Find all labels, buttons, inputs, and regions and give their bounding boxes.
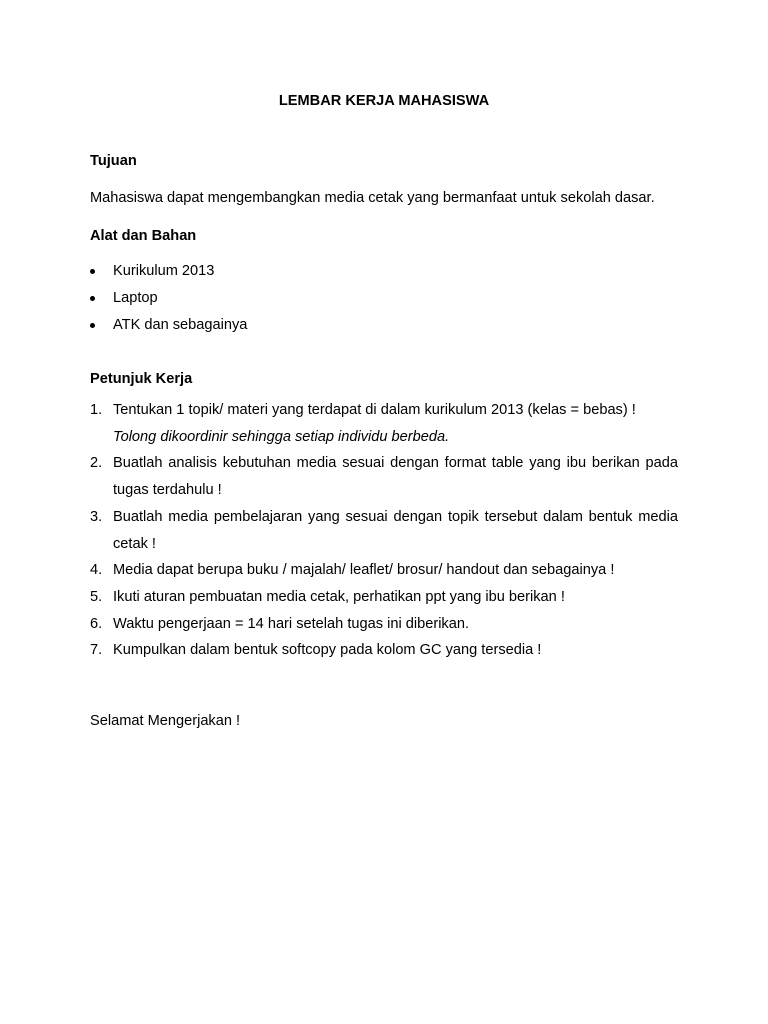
list-item: 3. Buatlah media pembelajaran yang sesuai dengan topik tersebut dalam bentuk media cetak !	[90, 508, 678, 552]
document-title: LEMBAR KERJA MAHASISWA	[278, 93, 490, 109]
list-item: 5. Ikuti aturan pembuatan media cetak, perhatikan ppt yang ibu berikan !	[90, 588, 565, 605]
closing-text: Selamat Mengerjakan !	[90, 713, 241, 729]
list-item: Kurikulum 2013	[90, 262, 247, 289]
list-item: 6. Waktu pengerjaan = 14 hari setelah tugas ini diberikan.	[90, 615, 470, 632]
petunjuk-list	[90, 397, 678, 664]
tujuan-text: Mahasiswa dapat mengembangkan media cetak yang bermanfaat untuk sekolah dasar.	[90, 190, 655, 206]
alat-bahan-heading: Alat dan Bahan	[90, 228, 197, 244]
note-text: Tolong dikoordinir sehingga setiap individu berbeda.	[113, 428, 450, 445]
list-item: 7. Kumpulkan dalam bentuk softcopy pada kolom GC yang tersedia !	[90, 642, 542, 659]
list-item: Laptop	[90, 289, 247, 316]
petunjuk-heading: Petunjuk Kerja	[90, 371, 193, 387]
list-item: ATK dan sebagainya	[90, 316, 247, 343]
tujuan-heading: Tujuan	[90, 153, 137, 169]
alat-bahan-list	[90, 262, 247, 343]
bullet-icon	[90, 269, 95, 274]
list-item: 2. Buatlah analisis kebutuhan media sesuai dengan format table yang ibu berikan pada tugas terdahulu !	[90, 455, 678, 499]
list-item: 4. Media dapat berupa buku / majalah/ leaflet/ brosur/ handout dan sebagainya !	[90, 562, 615, 579]
bullet-icon	[90, 323, 95, 328]
bullet-icon	[90, 296, 95, 301]
list-item: 1. Tentukan 1 topik/ materi yang terdapat di dalam kurikulum 2013 (kelas = bebas) ! Tolong dikoordinir sehingga setiap individu berbeda.	[90, 397, 678, 450]
